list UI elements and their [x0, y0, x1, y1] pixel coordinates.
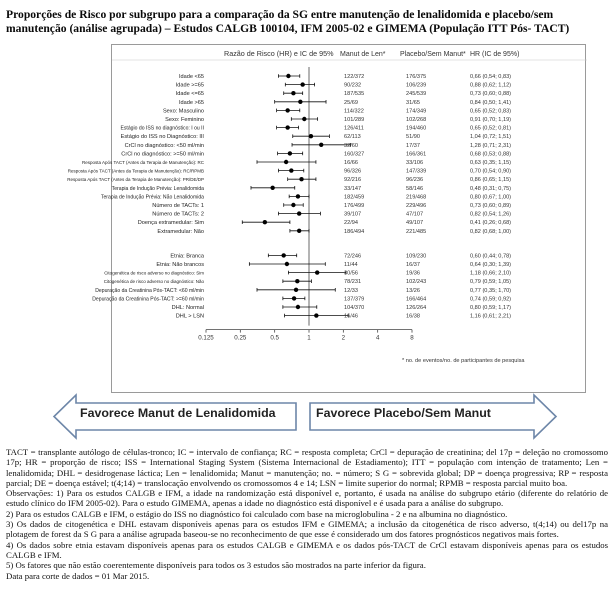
- hr-point: [291, 203, 295, 207]
- placebo-events: 17/37: [406, 142, 420, 149]
- hr-ci-value: 0,84 (0,50; 1,41): [470, 99, 512, 106]
- placebo-events: 174/349: [406, 108, 427, 115]
- hr-point: [297, 229, 301, 233]
- hr-ci-value: 0,70 (0,54; 0,90): [470, 168, 512, 175]
- x-tick-label: 1: [307, 334, 311, 342]
- len-events: 101/289: [344, 117, 365, 123]
- placebo-events: 96/236: [406, 177, 424, 184]
- placebo-events: 49/107: [406, 220, 424, 227]
- len-events: 122/372: [344, 74, 365, 80]
- hr-point: [296, 194, 300, 198]
- hr-ci-value: 0,64 (0,30; 1,39): [470, 262, 512, 268]
- row-label: Terapia de Indução Prévia: Não Lenalidomida: [100, 194, 204, 201]
- row-label: Depuração da Creatinina Pós-TACT: <60 ml/min: [95, 287, 204, 294]
- footnotes: [6, 447, 608, 581]
- len-events: 114/322: [344, 108, 364, 115]
- placebo-events: 109/230: [406, 253, 427, 260]
- len-events: 90/232: [344, 82, 362, 89]
- len-events: 16/66: [344, 160, 358, 166]
- hr-ci-value: 0,65 (0,52; 0,83): [470, 108, 512, 115]
- len-events: 182/459: [344, 194, 365, 201]
- hr-ci-value: 0,86 (0,65; 1,15): [470, 177, 512, 184]
- hr-ci-value: 0,77 (0,35; 1,70): [470, 287, 512, 294]
- row-label: Resposta Após TACT (Antes da Terapia de Manutenção): RC/RPMB: [67, 168, 204, 174]
- hr-point: [284, 160, 288, 164]
- row-label: Resposta Após TACT (Antes da Terapia de Manutenção): RC: [82, 160, 204, 165]
- header-placebo: Placebo/Sem Manut*: [400, 51, 466, 58]
- favors-placebo-label: Favorece Placebo/Sem Manut: [316, 406, 491, 420]
- hr-ci-value: 0,80 (0,67; 1,00): [470, 194, 512, 201]
- len-events: 30/56: [344, 270, 358, 277]
- placebo-events: 126/264: [406, 305, 427, 311]
- hr-ci-value: 0,65 (0,52; 0,81): [470, 125, 512, 132]
- hr-point: [296, 305, 300, 309]
- len-events: 72/246: [344, 253, 362, 260]
- placebo-events: 33/106: [406, 160, 424, 166]
- row-label: Número de TACTs: 2: [152, 211, 204, 218]
- hr-ci-value: 0,73 (0,60; 0,88): [470, 91, 512, 98]
- footnote-obs-3: 3) Os dados de citogenética e DHL estavam disponíveis apenas para os estudos IFM e GIMEMA; a inclusão da citogenética de risco adverso, t(4;14) ou del17p na plotagem de forest da S G para a análise agrupada baseou-se no reconhecimento de que esse é considerado um dos fatores prognósticos negativos mais fortes.: [6, 519, 608, 540]
- hr-ci-value: 0,48 (0,31; 0,75): [470, 185, 512, 192]
- x-tick-label: 0.25: [234, 334, 247, 342]
- len-events: 22/94: [344, 220, 358, 227]
- hr-ci-value: 0,82 (0,54; 1,26): [470, 211, 512, 218]
- len-events: 137/379: [344, 296, 365, 303]
- chart-title: Proporções de Risco por subgrupo para a comparação da SG entre manutenção de lenalidomida e placebo/sem manutenção (análise agrupada) – Estudos CALGB 100104, IFM 2005-02 e GIMEMA (População ITT Pós- TACT): [6, 8, 570, 35]
- len-events: 104/370: [344, 305, 365, 311]
- forest-plot-frame: [67, 44, 586, 393]
- row-label: Idade <65: [178, 74, 204, 80]
- len-events: 12/33: [344, 287, 358, 294]
- placebo-events: 16/37: [406, 262, 420, 268]
- forest-plot: [67, 45, 587, 394]
- x-tick-label: 4: [375, 334, 380, 342]
- row-label: Citogenética de risco adverso no diagnóstico: Não: [103, 279, 204, 285]
- len-events: 176/499: [344, 203, 365, 209]
- len-events: 187/535: [344, 91, 365, 98]
- hr-ci-value: 0,68 (0,53; 0,88): [470, 151, 512, 158]
- forest-rows: [67, 67, 511, 326]
- row-label: Estágio do ISS no Diagnóstico: III: [120, 134, 204, 141]
- hr-point: [300, 82, 304, 86]
- header-hr-ci: Razão de Risco (HR) e IC de 95%: [224, 49, 334, 58]
- hr-point: [285, 262, 289, 266]
- hr-ci-value: 1,04 (0,72; 1,51): [470, 134, 512, 141]
- hr-point: [285, 108, 289, 112]
- hr-point: [294, 288, 298, 292]
- hr-point: [270, 186, 274, 190]
- footnote-cutoff-date: Data para corte de dados = 01 Mar 2015.: [6, 570, 150, 581]
- row-label: Idade >65: [178, 99, 204, 106]
- x-axis: [198, 330, 414, 342]
- hr-point: [288, 151, 292, 155]
- placebo-events: 245/539: [406, 91, 427, 98]
- hr-ci-value: 1,28 (0,71; 2,31): [470, 142, 512, 149]
- header-hr-col: HR (IC de 95%): [470, 51, 520, 58]
- footnote-obs-2: 2) Para os estudos CALGB e IFM, o estágio do ISS no diagnóstico foi calculado com base na microglobulina - 2 e na albumina no diagnóstico.: [6, 508, 508, 519]
- placebo-events: 221/485: [406, 228, 427, 235]
- placebo-events: 106/239: [406, 82, 427, 89]
- row-label: Sexo: Feminino: [165, 117, 204, 123]
- len-events: 33/147: [344, 185, 362, 192]
- row-label: Etnia: Branca: [170, 253, 204, 260]
- footnote-obs-4: 4) Os dados sobre etnia estavam disponíveis apenas para os estudos CALGB e GIMEMA e os dados pós-TACT de CrCl estavam disponíveis apenas para os estudos CALGB e IFM.: [6, 539, 608, 560]
- len-events: 62/113: [344, 134, 361, 141]
- row-label: Idade <=65: [175, 91, 204, 98]
- len-events: 92/216: [344, 177, 362, 184]
- events-footnote: * no. de eventos/no. de participantes de pesquisa: [402, 358, 525, 364]
- placebo-events: 166/361: [406, 151, 427, 158]
- row-label: CrCl no diagnóstico: >=50 ml/min: [121, 151, 204, 158]
- hr-point: [289, 168, 293, 172]
- len-events: 25/69: [344, 99, 358, 106]
- hr-ci-value: 0,79 (0,59; 1,05): [470, 279, 512, 286]
- len-events: 126/411: [344, 125, 364, 132]
- placebo-events: 16/38: [406, 313, 420, 320]
- len-events: 96/326: [344, 168, 362, 175]
- hr-point: [315, 270, 319, 274]
- favors-lenalidomide-arrow: [52, 393, 298, 440]
- len-events: 186/494: [344, 228, 365, 235]
- row-label: Citogenética de risco adverso no diagnóstico: Sim: [104, 270, 204, 276]
- hr-ci-value: 0,60 (0,44; 0,78): [470, 253, 512, 260]
- placebo-events: 13/26: [406, 287, 420, 294]
- row-label: DHL > LSN: [175, 313, 204, 320]
- row-label: Sexo: Masculino: [162, 108, 204, 115]
- favors-placebo-arrow: [308, 393, 558, 440]
- footnote-obs-5: 5) Os fatores que não estão coerentemente disponíveis para todos os 3 estudos são mostrados na parte inferior da figura.: [6, 560, 426, 571]
- hr-ci-value: 0,41 (0,26; 0,68): [470, 220, 512, 227]
- placebo-events: 31/65: [406, 99, 420, 106]
- hr-point: [309, 134, 313, 138]
- row-label: Idade >=65: [175, 82, 204, 89]
- row-label: Extramedular: Não: [157, 228, 204, 235]
- row-label: CrCl no diagnóstico: <50 ml/min: [124, 142, 204, 149]
- row-label: Doença extramedular: Sim: [137, 220, 204, 227]
- placebo-events: 58/146: [406, 185, 424, 192]
- len-events: 78/231: [344, 279, 362, 286]
- x-tick-label: 2: [341, 334, 346, 342]
- hr-point: [314, 313, 318, 317]
- placebo-events: 194/460: [406, 125, 427, 132]
- placebo-events: 102/243: [406, 279, 427, 286]
- len-events: 32/60: [344, 142, 358, 149]
- hr-ci-value: 1,18 (0,66; 2,10): [470, 270, 512, 277]
- len-events: 160/327: [344, 151, 365, 158]
- x-tick-label: 0.125: [198, 334, 214, 342]
- placebo-events: 147/339: [406, 168, 427, 175]
- hr-ci-value: 0,63 (0,35; 1,15): [470, 160, 512, 166]
- hr-point: [263, 220, 267, 224]
- placebo-events: 219/468: [406, 194, 427, 201]
- hr-ci-value: 0,66 (0,54; 0,83): [470, 74, 512, 80]
- hr-ci-value: 0,73 (0,60; 0,89): [470, 203, 512, 209]
- hr-ci-value: 0,80 (0,59; 1,17): [470, 305, 512, 311]
- placebo-events: 47/107: [406, 211, 424, 218]
- hr-point: [302, 117, 306, 121]
- x-tick-label: 8: [410, 334, 414, 342]
- row-label: Depuração da Creatinina Pós-TACT: >=60 ml/min: [92, 296, 204, 303]
- len-events: 39/107: [344, 211, 362, 218]
- row-label: Número de TACTs: 1: [152, 203, 204, 209]
- hr-ci-value: 0,91 (0,70; 1,19): [470, 117, 512, 123]
- hr-point: [281, 253, 285, 257]
- footnote-abbreviations: TACT = transplante autólogo de células-tronco; IC = intervalo de confiança; RC = resposta completa; CrCl = depuração de creatinina; del 17p = deleção no cromossomo 17p; HR = proporção de risco; ISS = International Staging System (Sistema Internacional de Estadiamento); ITT = população com intenção de tratamento; Len = lenalidomida; DHL = desidrogenase láctica; Len = lenalidomida; Manut = manutenção; no. = número; S G = sobrevida global; DP = doença progressiva; RP = resposta parcial; DE = doença estável; t(4;14) = translocação envolvendo os cromossomos 4 e 14; LSN = limite superior do normal; RPMB = resposta parcial muito boa.: [6, 447, 608, 488]
- hr-ci-value: 0,82 (0,68; 1,00): [470, 228, 512, 235]
- placebo-events: 102/268: [406, 117, 427, 123]
- hr-point: [299, 177, 303, 181]
- hr-ci-value: 0,88 (0,62; 1,12): [470, 82, 512, 89]
- row-label: DHL: Normal: [171, 305, 204, 311]
- placebo-events: 176/375: [406, 74, 427, 80]
- row-label: Terapia de Indução Prévia: Lenalidomida: [111, 185, 204, 192]
- hr-point: [291, 91, 295, 95]
- header-manut-len: Manut de Len*: [340, 51, 386, 58]
- len-events: 16/46: [344, 313, 358, 320]
- hr-point: [295, 279, 299, 283]
- hr-ci-value: 1,16 (0,61; 2,21): [470, 313, 512, 320]
- hr-point: [285, 125, 289, 129]
- favors-lenalidomide-label: Favorece Manut de Lenalidomida: [80, 406, 276, 420]
- hr-point: [298, 100, 302, 104]
- footnote-obs-1: Observações: 1) Para os estudos CALGB e IFM, a idade na randomização está disponível e, portanto, é usada na análise do subgrupo etário (diferente do relatório de estudo clínico do IFM 2005-02). Para o estudo GIMEMA, apenas a idade no diagnóstico está disponível e é usada para a análise do subgrupo.: [6, 488, 608, 509]
- hr-ci-value: 0,74 (0,59; 0,92): [470, 296, 512, 303]
- placebo-events: 19/36: [406, 270, 420, 277]
- row-label: Etnia: Não brancos: [156, 262, 204, 268]
- placebo-events: 51/90: [406, 134, 420, 141]
- hr-point: [292, 296, 296, 300]
- x-tick-label: 0.5: [270, 334, 279, 342]
- hr-point: [286, 74, 290, 78]
- placebo-events: 166/464: [406, 296, 427, 303]
- hr-point: [297, 211, 301, 215]
- placebo-events: 229/496: [406, 203, 427, 209]
- row-label: Estágio do ISS no diagnóstico: I ou II: [120, 125, 204, 132]
- len-events: 11/44: [344, 262, 358, 268]
- row-label: Resposta Após TACT (Antes da Terapia de Manutenção): PR/DE/DP: [67, 177, 204, 183]
- hr-point: [319, 143, 323, 147]
